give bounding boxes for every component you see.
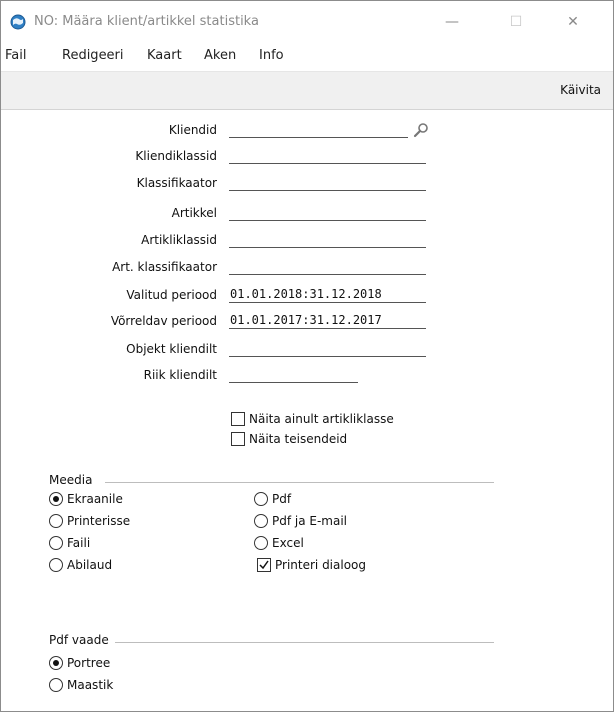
field-label-customers: Kliendid (168, 123, 217, 137)
show-variants-checkbox[interactable] (231, 432, 245, 446)
radio-printer-label: Printerisse (67, 514, 131, 528)
menu-window[interactable]: Aken (204, 48, 237, 63)
media-divider (105, 482, 494, 483)
toolbar (1, 71, 613, 110)
show-variants-label: Näita teisendeid (249, 432, 348, 446)
radio-screen[interactable] (49, 492, 63, 506)
maximize-button[interactable]: ☐ (509, 14, 523, 30)
radio-pdf-email-label: Pdf ja E-mail (272, 514, 348, 528)
radio-excel-label: Excel (272, 536, 304, 550)
radio-landscape[interactable] (49, 678, 63, 692)
radio-portrait[interactable] (49, 656, 63, 670)
pdf-view-divider (115, 642, 494, 643)
classifier-field[interactable] (229, 174, 426, 191)
item-classifier-field[interactable] (229, 258, 426, 275)
radio-excel[interactable] (254, 536, 268, 550)
radio-pdf[interactable] (254, 492, 268, 506)
field-label-item: Artikkel (171, 206, 217, 220)
printer-dialog-checkbox[interactable] (257, 558, 271, 572)
radio-portrait-label: Portree (67, 656, 111, 670)
menu-bar (1, 39, 613, 71)
radio-clipboard-label: Abilaud (67, 558, 113, 572)
radio-portrait-dot (53, 660, 59, 666)
field-label-item-classes: Artikliklassid (141, 233, 217, 247)
close-button[interactable]: ✕ (567, 14, 579, 30)
item-classes-field[interactable] (229, 231, 426, 248)
printer-dialog-label: Printeri dialoog (275, 558, 367, 572)
window-title: NO: Määra klient/artikkel statistika (34, 14, 259, 29)
radio-pdf-email[interactable] (254, 514, 268, 528)
radio-printer[interactable] (49, 514, 63, 528)
radio-screen-dot (53, 496, 59, 502)
radio-screen-label: Ekraanile (67, 492, 123, 506)
field-label-compare-period: Võrreldav periood (110, 314, 217, 328)
field-label-customer-classes: Kliendiklassid (135, 149, 217, 163)
object-from-customer-field[interactable] (229, 340, 426, 357)
country-from-customer-field[interactable] (229, 366, 358, 383)
run-button[interactable]: Käivita (560, 83, 601, 97)
selected-period-field[interactable]: 01.01.2018:31.12.2018 (229, 286, 426, 303)
app-globe-icon (10, 14, 26, 30)
customer-classes-field[interactable] (229, 147, 426, 164)
item-field[interactable] (229, 204, 426, 221)
menu-edit[interactable]: Redigeeri (62, 48, 124, 63)
menu-info[interactable]: Info (259, 48, 284, 63)
menu-file[interactable]: Fail (5, 48, 27, 63)
radio-clipboard[interactable] (49, 558, 63, 572)
checkmark-icon (258, 559, 270, 571)
field-label-object-from-customer: Objekt kliendilt (126, 342, 217, 356)
field-label-country-from-customer: Riik kliendilt (143, 368, 217, 382)
field-label-item-classifier: Art. klassifikaator (112, 260, 217, 274)
radio-pdf-label: Pdf (272, 492, 292, 506)
pdf-view-section-title: Pdf vaade (49, 633, 109, 647)
field-label-selected-period: Valitud periood (126, 288, 217, 302)
show-item-classes-checkbox[interactable] (231, 412, 245, 426)
show-item-classes-label: Näita ainult artikliklasse (249, 412, 394, 426)
field-label-classifier: Klassifikaator (136, 176, 217, 190)
customers-field[interactable] (229, 121, 408, 138)
minimize-button[interactable]: — (445, 14, 459, 30)
title-bar (1, 1, 613, 39)
media-section-title: Meedia (49, 473, 93, 487)
menu-card[interactable]: Kaart (147, 48, 182, 63)
radio-file[interactable] (49, 536, 63, 550)
search-icon[interactable] (413, 122, 429, 138)
radio-file-label: Faili (67, 536, 91, 550)
radio-landscape-label: Maastik (67, 678, 114, 692)
compare-period-field[interactable]: 01.01.2017:31.12.2017 (229, 312, 426, 329)
